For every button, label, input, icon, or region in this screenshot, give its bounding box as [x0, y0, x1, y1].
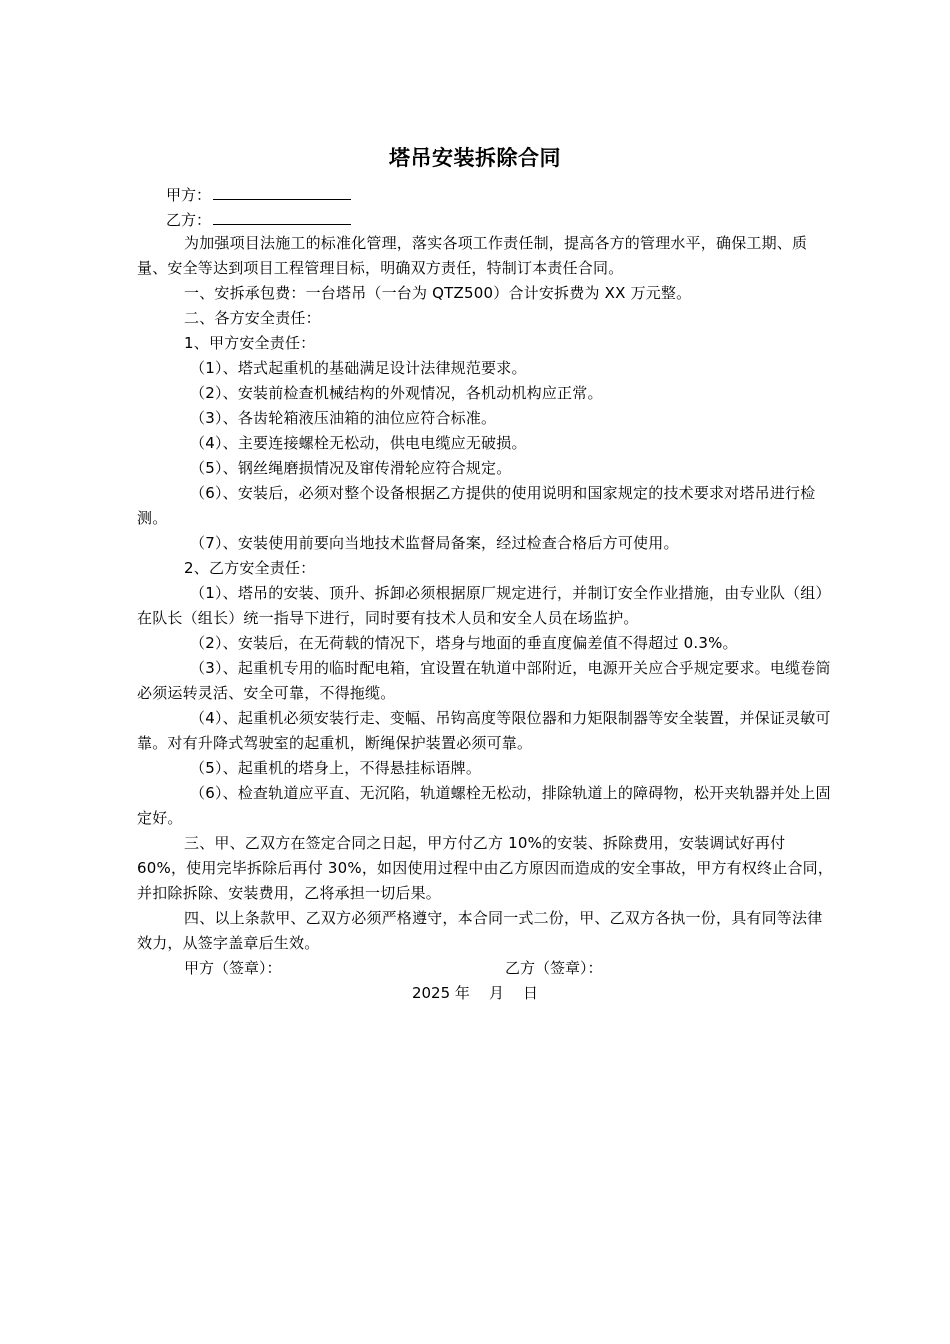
date-line: 2025 年 月 日 — [411, 984, 539, 1002]
party-a-item: （2）、安装前检查机械结构的外观情况，各机动机构应正常。 — [190, 384, 603, 402]
clause-4: 四、以上条款甲、乙双方必须严格遵守，本合同一式二份，甲、乙双方各执一份，具有同等法律效力，从签字盖章后生效。 — [137, 909, 823, 952]
party-b-item: （1）、塔吊的安装、顶升、拆卸必须根据原厂规定进行，并制订安全作业措施，由专业队（组）在队长（组长）统一指导下进行，同时要有技术人员和安全人员在场监护。 — [137, 584, 831, 627]
party-a-line — [166, 182, 351, 208]
party-a-label: 甲方： — [166, 186, 212, 204]
party-b-item: （6）、检查轨道应平直、无沉陷，轨道螺栓无松动，排除轨道上的障碍物，松开夹轨器并处上固定好。 — [137, 784, 831, 827]
party-a-item: （6）、安装后，必须对整个设备根据乙方提供的使用说明和国家规定的技术要求对塔吊进行检测。 — [137, 484, 816, 527]
party-b-line — [166, 207, 351, 233]
document-title: 塔吊安装拆除合同 — [389, 146, 561, 170]
clause-3: 三、甲、乙双方在签定合同之日起，甲方付乙方 10%的安装、拆除费用，安装调试好再付 60%，使用完毕拆除后再付 30%，如因使用过程中由乙方原因而造成的安全事故，甲方有权终止合同，并扣除拆除、安装费用，乙将承担一切后果。 — [137, 834, 834, 902]
party-b-item: （2）、安装后，在无荷载的情况下，塔身与地面的垂直度偏差值不得超过 0.3%。 — [190, 634, 738, 652]
party-b-item: （4）、起重机必须安装行走、变幅、吊钩高度等限位器和力矩限制器等安全装置，并保证灵敏可靠。对有升降式驾驶室的起重机，断绳保护装置必须可靠。 — [137, 709, 831, 752]
party-a-blank — [213, 182, 351, 200]
party-a-item: （1）、塔式起重机的基础满足设计法律规范要求。 — [190, 359, 527, 377]
party-b-label: 乙方： — [166, 211, 212, 229]
party-a-item: （3）、各齿轮箱液压油箱的油位应符合标准。 — [190, 409, 497, 427]
party-a-signature: 甲方（签章）： — [184, 959, 282, 977]
party-a-responsibility-heading: 1、甲方安全责任： — [184, 334, 316, 352]
party-b-blank — [213, 207, 351, 225]
party-a-item: （7）、安装使用前要向当地技术监督局备案，经过检查合格后方可使用。 — [190, 534, 679, 552]
party-b-item: （5）、起重机的塔身上，不得悬挂标语牌。 — [190, 759, 482, 777]
contract-body — [137, 231, 837, 956]
party-b-signature: 乙方（签章）： — [505, 959, 603, 977]
party-b-responsibility-heading: 2、乙方安全责任： — [184, 559, 316, 577]
party-b-item: （3）、起重机专用的临时配电箱，宜设置在轨道中部附近，电源开关应合乎规定要求。电缆卷筒必须运转灵活、安全可靠，不得拖缆。 — [137, 659, 831, 702]
party-a-item: （5）、钢丝绳磨损情况及窜传滑轮应符合规定。 — [190, 459, 512, 477]
clause-1: 一、安拆承包费：一台塔吊（一台为 QTZ500）合计安拆费为 XX 万元整。 — [184, 284, 692, 302]
party-a-item: （4）、主要连接螺栓无松动，供电电缆应无破损。 — [190, 434, 527, 452]
clause-2: 二、各方安全责任： — [184, 309, 321, 327]
paragraph-intro: 为加强项目法施工的标准化管理，落实各项工作责任制，提高各方的管理水平，确保工期、质量、安全等达到项目工程管理目标，明确双方责任，特制订本责任合同。 — [137, 234, 808, 277]
